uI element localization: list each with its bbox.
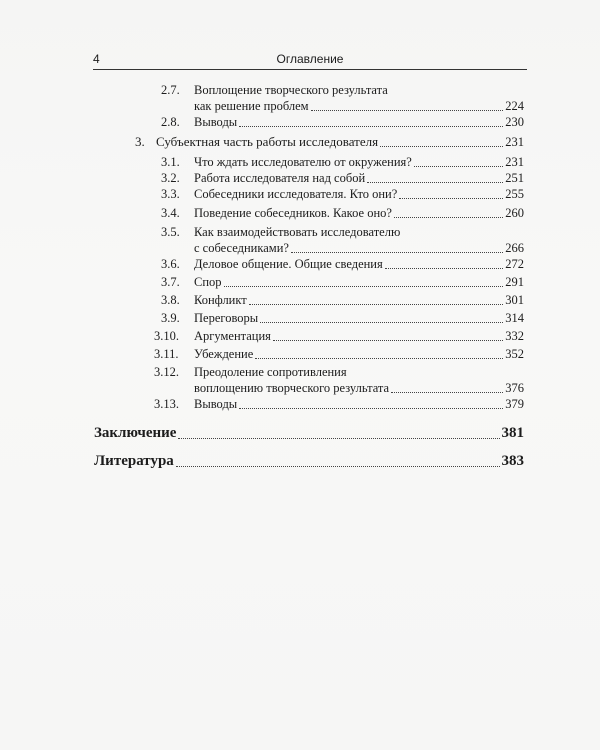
toc-page: 379 [505, 397, 524, 411]
toc-entry-conclusion[interactable] [94, 423, 524, 443]
toc-entry-2-8[interactable] [194, 114, 524, 130]
toc-num-3-8: 3.8. [161, 293, 180, 307]
toc-leader [239, 408, 503, 409]
toc-num-3-3: 3.3. [161, 187, 180, 201]
toc-num-3-9: 3.9. [161, 311, 180, 325]
toc-page: 272 [505, 257, 524, 271]
toc-line1-3-5: Как взаимодействовать исследователю [194, 225, 401, 239]
toc-num-3-6: 3.6. [161, 257, 180, 271]
toc-title: Литература [94, 453, 174, 469]
toc-entry-3-7[interactable] [194, 274, 524, 290]
toc-num-2-8: 2.8. [161, 115, 180, 129]
toc-entry-3-4[interactable] [194, 205, 524, 221]
toc-title: Аргументация [194, 329, 271, 343]
toc-page: 224 [505, 99, 524, 113]
toc-entry-3-8[interactable] [194, 292, 524, 308]
toc-leader [394, 217, 503, 218]
toc-title: Работа исследователя над собой [194, 171, 366, 185]
toc-num-3-10: 3.10. [154, 329, 179, 343]
toc-title: Конфликт [194, 293, 247, 307]
toc-leader [224, 286, 504, 287]
toc-leader [367, 182, 503, 183]
toc-page: 381 [501, 425, 524, 441]
toc-page: 314 [505, 311, 524, 325]
toc-title: Деловое общение. Общие сведения [194, 257, 383, 271]
toc-entry-references[interactable] [94, 451, 524, 471]
toc-leader [260, 322, 503, 323]
toc-entry-3[interactable] [156, 134, 524, 150]
toc-entry-3-2[interactable] [194, 170, 524, 186]
toc-line1-3-12: Преодоление сопротивления [194, 365, 347, 379]
toc-line1-2-7: Воплощение творческого результата [194, 83, 388, 97]
toc-title: как решение проблем [194, 99, 309, 113]
toc-leader [380, 146, 503, 147]
toc-leader [291, 252, 503, 253]
toc-page: 231 [505, 155, 524, 169]
toc-title: воплощению творческого результата [194, 381, 390, 395]
toc-entry-3-3[interactable] [194, 186, 524, 202]
toc-leader [399, 198, 503, 199]
toc-num-3-1: 3.1. [161, 155, 180, 169]
toc-page: 266 [505, 241, 524, 255]
toc-title: Заключение [94, 425, 177, 441]
toc-entry-3-5[interactable] [194, 240, 524, 256]
toc-leader [239, 126, 503, 127]
toc-page: 301 [505, 293, 524, 307]
running-title: Оглавление [276, 52, 344, 66]
toc-page: 291 [505, 275, 524, 289]
toc-leader [249, 304, 504, 305]
toc-entry-2-7[interactable] [194, 98, 524, 114]
toc-title: Выводы [194, 115, 238, 129]
toc-page: 383 [501, 453, 524, 469]
toc-num-3: 3. [135, 134, 145, 149]
toc-num-3-7: 3.7. [161, 275, 180, 289]
toc-entry-3-13[interactable] [194, 396, 524, 412]
toc-leader [178, 438, 499, 439]
toc-entry-3-11[interactable] [194, 346, 524, 362]
toc-num-3-2: 3.2. [161, 171, 180, 185]
toc-leader [391, 392, 503, 393]
toc-page: 376 [505, 381, 524, 395]
toc-num-3-13: 3.13. [154, 397, 179, 411]
toc-num-2-7: 2.7. [161, 83, 180, 97]
toc-title: Поведение собеседников. Какое оно? [194, 206, 392, 220]
toc-leader [311, 110, 504, 111]
toc-entry-3-12[interactable] [194, 380, 524, 396]
toc-title: Переговоры [194, 311, 259, 325]
toc-leader [414, 166, 503, 167]
toc-entry-3-9[interactable] [194, 310, 524, 326]
toc-num-3-5: 3.5. [161, 225, 180, 239]
toc-title: Убеждение [194, 347, 254, 361]
toc-leader [176, 466, 500, 467]
toc-title: Спор [194, 275, 222, 289]
toc-title: Собеседники исследователя. Кто они? [194, 187, 398, 201]
toc-page: 352 [505, 347, 524, 361]
toc-entry-3-6[interactable] [194, 256, 524, 272]
toc-title: Что ждать исследователю от окружения? [194, 155, 412, 169]
toc-page: 230 [505, 115, 524, 129]
toc-title: Выводы [194, 397, 238, 411]
toc-page: 260 [505, 206, 524, 220]
toc-num-3-11: 3.11. [154, 347, 179, 361]
toc-leader [385, 268, 504, 269]
toc-leader [273, 340, 503, 341]
toc-title: Субъектная часть работы исследователя [156, 134, 379, 149]
toc-page: 231 [505, 135, 524, 149]
toc-entry-3-10[interactable] [194, 328, 524, 344]
toc-num-3-12: 3.12. [154, 365, 179, 379]
toc-entry-3-1[interactable] [194, 154, 524, 170]
toc-page: 255 [505, 187, 524, 201]
toc-title: с собеседниками? [194, 241, 289, 255]
page-number: 4 [93, 52, 100, 66]
toc-leader [255, 358, 503, 359]
toc-num-3-4: 3.4. [161, 206, 180, 220]
toc-page: 332 [505, 329, 524, 343]
toc-page: 251 [505, 171, 524, 185]
